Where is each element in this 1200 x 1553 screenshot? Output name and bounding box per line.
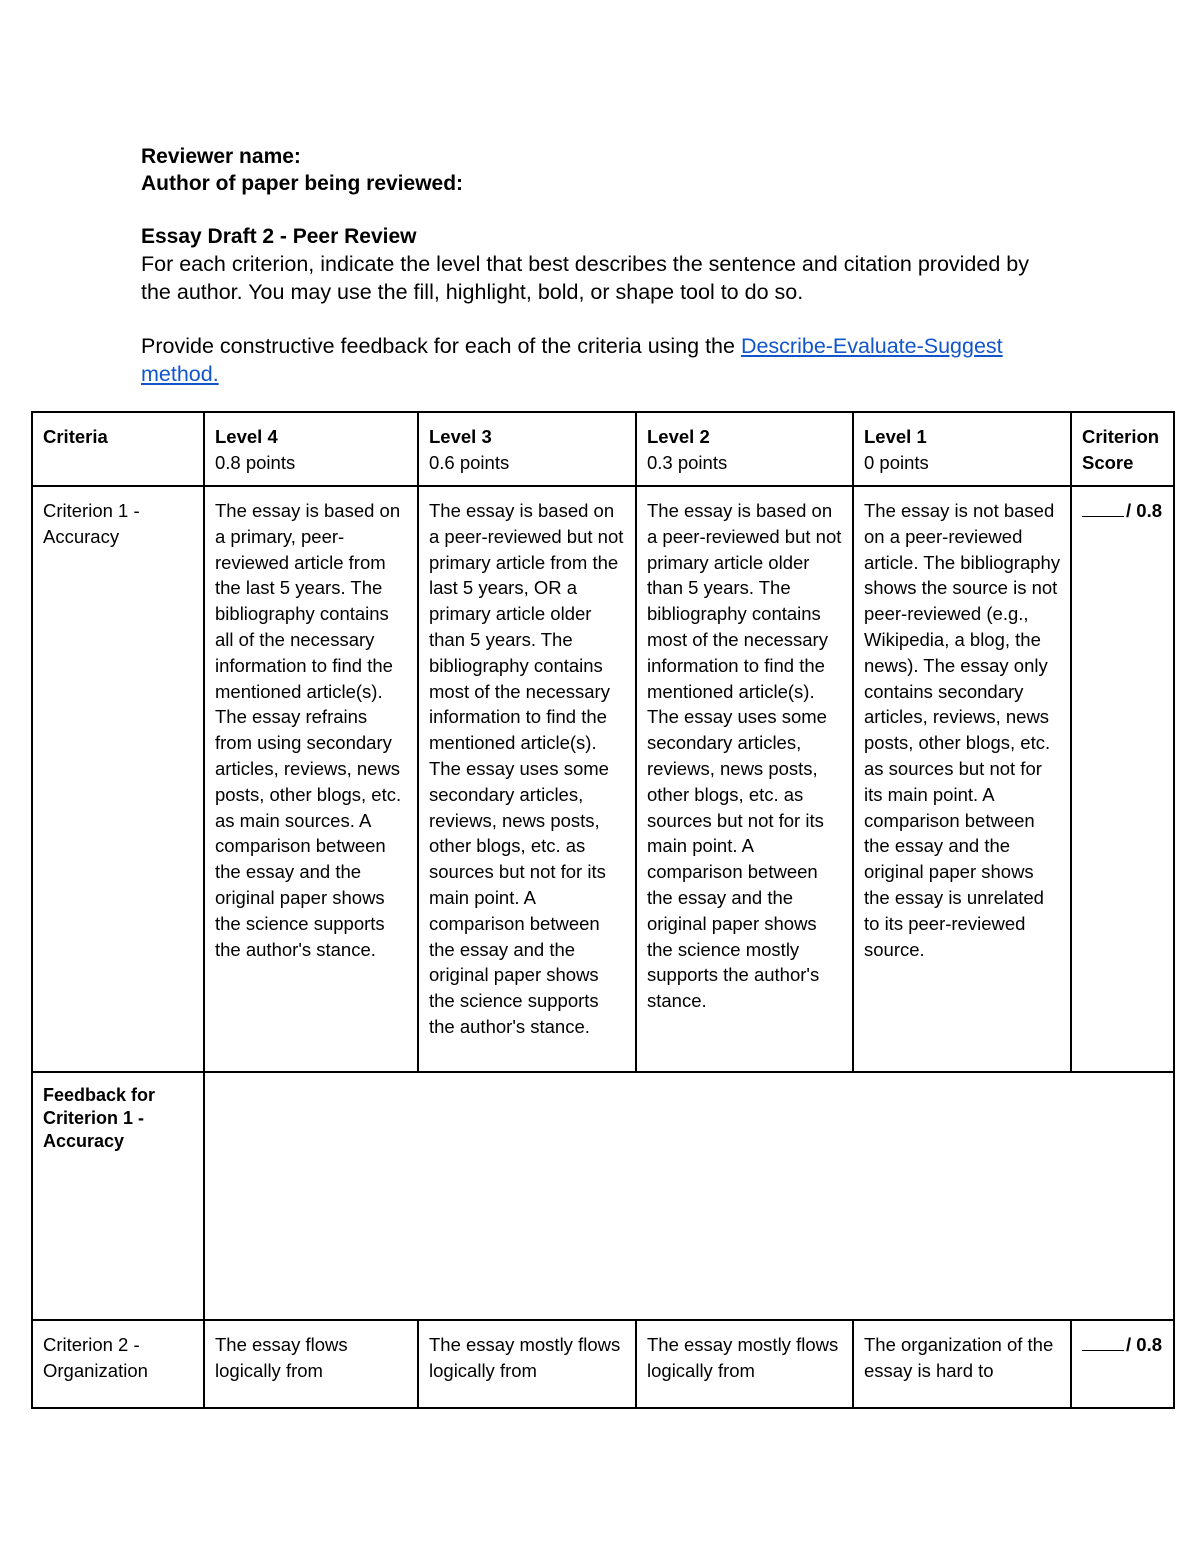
criterion-2-row xyxy=(32,1320,1174,1408)
criterion-1-level-3[interactable]: The essay is based on a peer-reviewed but not primary article from the last 5 years, OR a primary article older than 5 years. The bibliography contains most of the necessary information to find the mentioned article(s). The essay uses some secondary articles, reviews, news posts, other blogs, etc. as sources but not for its main point. A comparison between the essay and the original paper shows the science supports the author's stance. xyxy=(418,486,636,1072)
header-level-2: Level 2 0.3 points xyxy=(636,412,853,486)
criterion-1-score[interactable]: / 0.8 xyxy=(1071,486,1174,1072)
header-level-3: Level 3 0.6 points xyxy=(418,412,636,486)
document-header xyxy=(141,143,1041,388)
feedback-instructions xyxy=(141,332,1041,388)
criterion-2-level-2[interactable]: The essay mostly flows logically from xyxy=(636,1320,853,1408)
score-blank[interactable] xyxy=(1082,500,1124,517)
criterion-2-level-1[interactable]: The organization of the essay is hard to xyxy=(853,1320,1071,1408)
instructions-paragraph: For each criterion, indicate the level that best describes the sentence and citation provided by the author. You may use the fill, highlight, bold, or shape tool to do so. xyxy=(141,252,1029,304)
feedback-instructions-text: Provide constructive feedback for each of the criteria using the xyxy=(141,334,741,358)
criterion-1-row xyxy=(32,486,1174,1072)
header-level-1: Level 1 0 points xyxy=(853,412,1071,486)
rubric-header-row xyxy=(32,412,1174,486)
header-criteria: Criteria xyxy=(32,412,204,486)
describe-evaluate-suggest-link[interactable]: Describe-Evaluate-Suggest method. xyxy=(141,334,1003,386)
score-blank[interactable] xyxy=(1082,1334,1124,1351)
feedback-1-input[interactable] xyxy=(204,1072,1174,1320)
feedback-1-row xyxy=(32,1072,1174,1320)
criterion-2-score[interactable]: / 0.8 xyxy=(1071,1320,1174,1408)
rubric-table xyxy=(31,411,1175,1409)
author-label: Author of paper being reviewed: xyxy=(141,172,464,195)
criterion-1-level-2[interactable]: The essay is based on a peer-reviewed but not primary article older than 5 years. The bibliography contains most of the necessary information to find the mentioned article(s). The essay uses some secondary articles, reviews, news posts, other blogs, etc. as sources but not for its main point. A comparison between the essay and the original paper shows the science mostly supports the author's stance. xyxy=(636,486,853,1072)
document-title: Essay Draft 2 - Peer Review xyxy=(141,225,417,248)
reviewer-name-label: Reviewer name: xyxy=(141,145,301,168)
header-criterion-score: Criterion Score xyxy=(1071,412,1174,486)
feedback-1-label: Feedback for Criterion 1 - Accuracy xyxy=(32,1072,204,1320)
criterion-2-name: Criterion 2 - Organization xyxy=(32,1320,204,1408)
criterion-2-level-4[interactable]: The essay flows logically from xyxy=(204,1320,418,1408)
criterion-1-level-1[interactable]: The essay is not based on a peer-reviewed article. The bibliography shows the source is not peer-reviewed (e.g., Wikipedia, a blog, the news). The essay only contains secondary articles, reviews, news posts, other blogs, etc. as sources but not for its main point. A comparison between the essay and the original paper shows the essay is unrelated to its peer-reviewed source. xyxy=(853,486,1071,1072)
criterion-1-level-4[interactable]: The essay is based on a primary, peer-reviewed article from the last 5 years. The bibliography contains all of the necessary information to find the mentioned article(s). The essay refrains from using secondary articles, reviews, news posts, other blogs, etc. as main sources. A comparison between the essay and the original paper shows the science supports the author's stance. xyxy=(204,486,418,1072)
criterion-1-name: Criterion 1 - Accuracy xyxy=(32,486,204,1072)
criterion-2-level-3[interactable]: The essay mostly flows logically from xyxy=(418,1320,636,1408)
header-level-4: Level 4 0.8 points xyxy=(204,412,418,486)
